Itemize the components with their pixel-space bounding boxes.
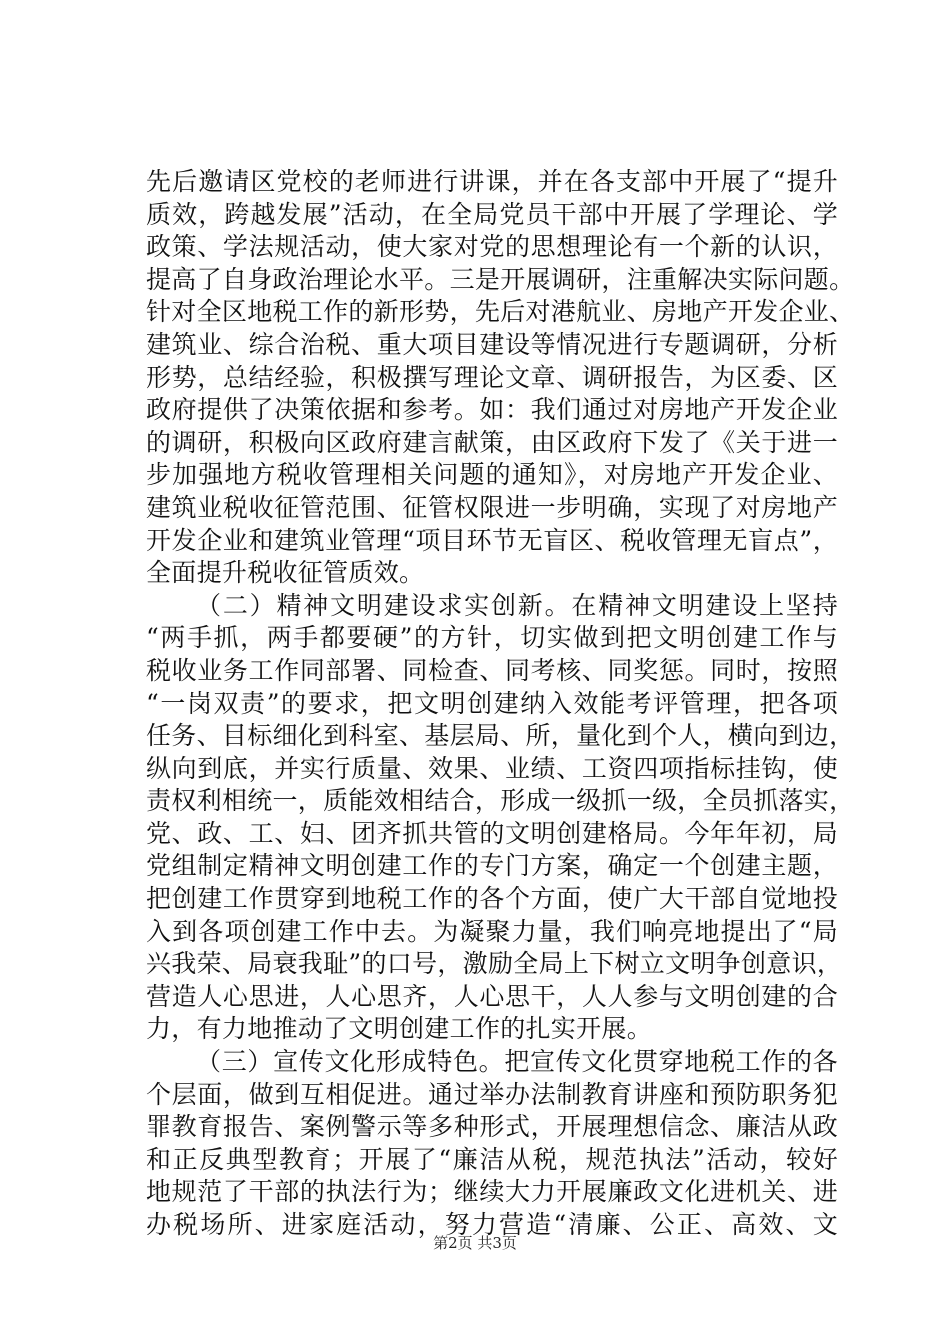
body-line: 力，有力地推动了文明创建工作的扎实开展。 (146, 1014, 653, 1044)
page-number-label: 第2页 共3页 (433, 1234, 517, 1252)
body-line: 党组制定精神文明创建工作的专门方案，确定一个创建主题， (146, 851, 838, 881)
body-line: 步加强地方税收管理相关问题的通知》，对房地产开发企业、 (146, 460, 838, 490)
body-line: “一岗双责”的要求，把文明创建纳入效能考评管理，把各项 (146, 688, 838, 718)
document-body (146, 166, 855, 1242)
body-line: 任务、目标细化到科室、基层局、所，量化到个人，横向到边， (146, 721, 855, 751)
body-line: 提高了自身政治理论水平。三是开展调研，注重解决实际问题。 (146, 264, 855, 294)
body-line: 全面提升税收征管质效。 (146, 558, 425, 588)
body-line: 罪教育报告、案例警示等多种形式，开展理想信念、廉洁从政 (146, 1112, 838, 1142)
body-line: 和正反典型教育；开展了“廉洁从税，规范执法”活动，较好 (146, 1144, 838, 1174)
body-line: 建筑业、综合治税、重大项目建设等情况进行专题调研，分析 (146, 329, 838, 359)
body-line: 兴我荣、局衰我耻”的口号，激励全局上下树立文明争创意识， (146, 949, 843, 979)
body-line: 纵向到底，并实行质量、效果、业绩、工资四项指标挂钩，使 (146, 753, 838, 783)
body-line: 建筑业税收征管范围、征管权限进一步明确，实现了对房地产 (146, 492, 838, 522)
section-heading-line: （二）精神文明建设求实创新。在精神文明建设上坚持 (196, 590, 838, 620)
body-line: 把创建工作贯穿到地税工作的各个方面，使广大干部自觉地投 (146, 884, 838, 914)
body-line: 入到各项创建工作中去。为凝聚力量，我们响亮地提出了“局 (146, 916, 838, 946)
body-line: 个层面，做到互相促进。通过举办法制教育讲座和预防职务犯 (146, 1079, 838, 1109)
body-line: 形势，总结经验，积极撰写理论文章、调研报告，为区委、区 (146, 362, 838, 392)
body-line: 针对全区地税工作的新形势，先后对港航业、房地产开发企业、 (146, 297, 855, 327)
body-line: 税收业务工作同部署、同检查、同考核、同奖惩。同时，按照 (146, 655, 838, 685)
body-line: 政府提供了决策依据和参考。如：我们通过对房地产开发企业 (146, 395, 838, 425)
body-line: 质效，跨越发展”活动，在全局党员干部中开展了学理论、学 (146, 199, 838, 229)
body-line: 开发企业和建筑业管理“项目环节无盲区、税收管理无盲点”， (146, 525, 838, 555)
page-footer (0, 1233, 950, 1253)
body-line: 地规范了干部的执法行为；继续大力开展廉政文化进机关、进 (146, 1177, 838, 1207)
section-heading-line: （三）宣传文化形成特色。把宣传文化贯穿地税工作的各 (196, 1047, 838, 1077)
body-line: 责权利相统一，质能效相结合，形成一级抓一级，全员抓落实， (146, 786, 855, 816)
body-line: 营造人心思进，人心思齐，人心思干，人人参与文明创建的合 (146, 981, 838, 1011)
body-line: 先后邀请区党校的老师进行讲课，并在各支部中开展了“提升 (146, 167, 838, 196)
body-line: 党、政、工、妇、团齐抓共管的文明创建格局。今年年初，局 (146, 818, 838, 848)
body-line: 办税场所、进家庭活动，努力营造“清廉、公正、高效、文 (146, 1210, 838, 1239)
body-line: 的调研，积极向区政府建言献策，由区政府下发了《关于进一 (146, 427, 838, 457)
body-line: “两手抓，两手都要硬”的方针，切实做到把文明创建工作与 (146, 623, 838, 653)
body-line: 政策、学法规活动，使大家对党的思想理论有一个新的认识， (146, 232, 838, 262)
